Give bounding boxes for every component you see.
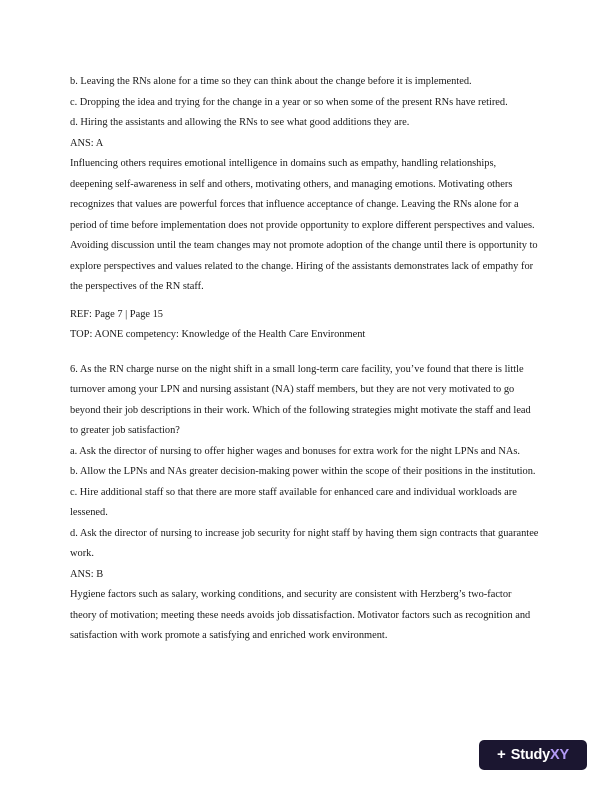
rationale-q6: Hygiene factors such as salary, working conditions, and security are consistent with Herzberg’s two-factor theory of motivation; meeting these needs avoids job dissatisfaction. Motivator factors such as recognition and satisfaction with work promote a satisfying and enriched work environment. [70, 589, 531, 641]
answer-option-c-q5: c. Dropping the idea and trying for the change in a year or so when some of the present RNs have retired. [70, 96, 508, 108]
question-stem-q6: 6. As the RN charge nurse on the night shift in a small long-term care facility, you’ve found that there is little turnover among your LPN and nursing assistant (NA) staff members, but they are not very motivated to go beyond their job descriptions in their work. Which of the following strategies might motivate the staff and lead to greater job satisfaction? [70, 363, 531, 436]
reference-q5: REF: Page 7 | Page 15 [70, 308, 163, 320]
answer-option-d-q6: d. Ask the director of nursing to increase job security for night staff by having them sign contracts that guarantee work. [70, 527, 539, 559]
topic-q5: TOP: AONE competency: Knowledge of the Health Care Environment [70, 329, 366, 340]
answer-key-q5: ANS: A [70, 137, 104, 149]
document-body [70, 72, 540, 647]
answer-option-c-q6: c. Hire additional staff so that there are more staff available for enhanced care and individual workloads are lessened. [70, 486, 517, 518]
plus-icon: + [497, 745, 506, 763]
spacer [70, 298, 540, 305]
answer-option-b-q6: b. Allow the LPNs and NAs greater decision-making power within the scope of their positions in the institution. [70, 466, 536, 477]
brand-label [511, 747, 569, 763]
answer-option-d-q5: d. Hiring the assistants and allowing the RNs to see what good additions they are. [70, 117, 410, 128]
rationale-q5: Influencing others requires emotional intelligence in domains such as empathy, handling relationships, deepening self-awareness in self and others, motivating others, and managing emotions. Motivating others recognizes that values are powerful forces that influence acceptance of change. Leaving the RNs alone for a period of time before implementation does not provide opportunity to explore different perspectives and values. Avoiding discussion until the team changes may not promote adoption of the change until there is opportunity to explore perspectives and values related to the change. Hiring of the assistants demonstrates lack of empathy for the perspectives of the RN staff. [70, 158, 538, 292]
spacer [70, 346, 540, 360]
answer-option-b-q5: b. Leaving the RNs alone for a time so they can think about the change before it is implemented. [70, 76, 472, 87]
studyxy-watermark [479, 740, 587, 770]
answer-option-a-q6: a. Ask the director of nursing to offer higher wages and bonuses for extra work for the night LPNs and NAs. [70, 445, 520, 457]
brand-primary: Study [510, 747, 551, 763]
answer-key-q6: ANS: B [70, 568, 104, 580]
brand-accent: XY [550, 747, 569, 763]
